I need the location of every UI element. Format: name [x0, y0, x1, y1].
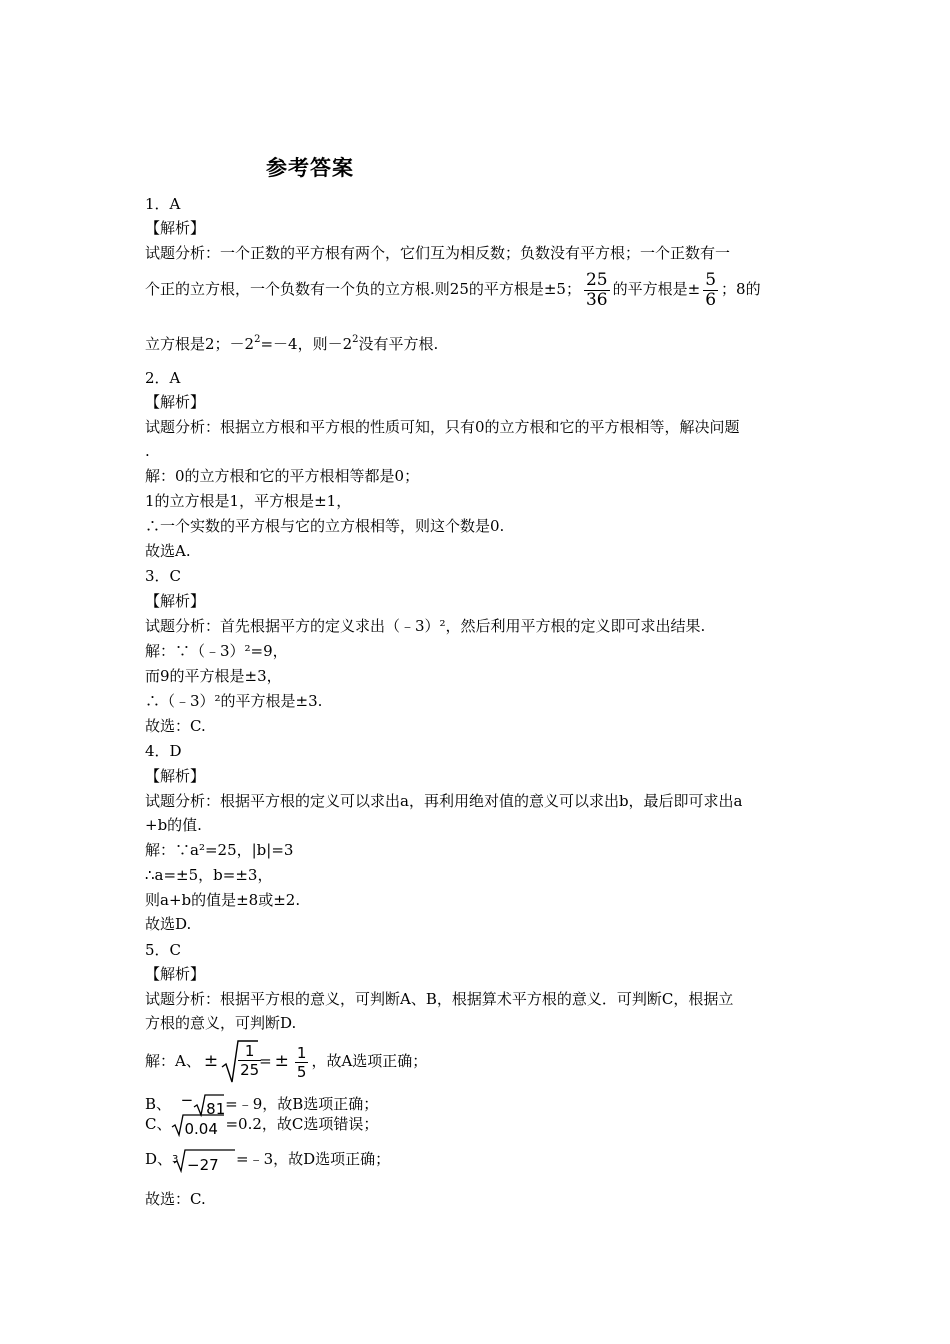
fraction-denominator: 25: [240, 1061, 260, 1079]
fraction-denominator: 36: [585, 289, 608, 310]
radicand: −27: [187, 1156, 219, 1174]
q1-line2-text-c: ；8的: [721, 280, 761, 298]
q4-line4: ∴a=±5，b=±3，: [145, 866, 273, 884]
q1-analysis-tag: 【解析】: [145, 219, 206, 237]
q5-option-a: [145, 1038, 427, 1084]
fraction-25-36: [584, 271, 610, 310]
q1-line2-text-b: 的平方根是±: [612, 280, 701, 298]
q5-option-c: [145, 1112, 378, 1137]
q2-number: 2．A: [145, 369, 181, 387]
exponent: 2: [352, 334, 359, 345]
page-title: 参考答案: [266, 156, 354, 180]
q2-line6: 故选A.: [145, 542, 191, 560]
plus-minus-sign: ±: [274, 1051, 289, 1071]
fraction-numerator: 25: [585, 269, 608, 290]
q5-answer: 故选：C.: [145, 1190, 206, 1208]
q4-number: 4．D: [145, 742, 182, 760]
q1-line3: [145, 330, 438, 354]
option-c-label: C、: [145, 1115, 172, 1133]
q5-option-d: [145, 1146, 390, 1173]
option-d-label: D、: [145, 1150, 173, 1168]
radicand: 0.04: [184, 1120, 218, 1138]
fraction-numerator: 5: [705, 269, 717, 290]
option-d-text: =﹣3，故D选项正确；: [236, 1150, 391, 1168]
fraction-5-6: [703, 271, 718, 310]
q4-line1: 试题分析：根据平方根的定义可以求出a，再利用绝对值的意义可以求出b，最后即可求出a: [145, 792, 743, 810]
fraction-denominator: 6: [705, 289, 717, 310]
minus-sign: −: [180, 1091, 194, 1109]
plus-minus-sign: ±: [203, 1051, 219, 1071]
fraction-numerator: 1: [296, 1043, 307, 1062]
fraction-numerator: 1: [238, 1042, 261, 1061]
q4-line6: 故选D.: [145, 915, 192, 933]
q4-line2: +b的值.: [145, 816, 202, 834]
q2-analysis-tag: 【解析】: [145, 393, 206, 411]
q2-line5: ∴一个实数的平方根与它的立方根相等，则这个数是0.: [145, 517, 505, 535]
q3-analysis-tag: 【解析】: [145, 592, 206, 610]
q1-line2: [145, 268, 761, 310]
q3-line3: 而9的平方根是±3，: [145, 667, 282, 685]
q4-line5: 则a+b的值是±8或±2.: [145, 891, 301, 909]
q5-number: 5．C: [145, 941, 182, 959]
option-a-text: ，故A选项正确；: [311, 1052, 428, 1070]
q4-line3: 解：∵a²=25，|b|=3: [145, 841, 294, 859]
q3-line1: 试题分析：首先根据平方的定义求出（﹣3）²，然后利用平方根的定义即可求出结果.: [145, 617, 706, 635]
exponent: 2: [254, 334, 261, 345]
q5-line2: 方根的意义，可判断D.: [145, 1014, 297, 1032]
root-index: 3: [172, 1154, 179, 1165]
q3-number: 3．C: [145, 567, 182, 585]
q1-line3-text-c: 没有平方根.: [358, 335, 439, 353]
option-b-label: B、: [145, 1095, 172, 1113]
q3-line2: 解：∵（﹣3）²=9，: [145, 642, 288, 660]
option-a-label: 解：A、: [145, 1052, 201, 1070]
q3-line4: ∴（﹣3）²的平方根是±3.: [145, 692, 323, 710]
q4-analysis-tag: 【解析】: [145, 767, 206, 785]
q1-number: 1．A: [145, 195, 181, 213]
q2-line2: .: [145, 442, 150, 460]
option-b-text: =﹣9，故B选项正确；: [225, 1095, 379, 1113]
q3-line5: 故选：C.: [145, 717, 206, 735]
sqrt-0-04: [171, 1113, 225, 1137]
q1-line3-text-b: =－4，则－2: [260, 335, 353, 353]
equals-sign: =: [259, 1052, 272, 1070]
q1-line1: 试题分析：一个正数的平方根有两个，它们互为相反数；负数没有平方根；一个正数有一: [145, 244, 731, 262]
fraction-denominator: 5: [296, 1062, 307, 1081]
option-c-text: =0.2，故C选项错误；: [225, 1115, 379, 1133]
fraction-1-5: [295, 1044, 309, 1081]
sqrt-one-over-25: [221, 1039, 259, 1085]
q5-analysis-tag: 【解析】: [145, 965, 206, 983]
q1-line3-text-a: 立方根是2；－2: [145, 335, 255, 353]
q1-line2-text-a: 个正的立方根，一个负数有一个负的立方根.则25的平方根是±5；: [145, 280, 581, 298]
q2-line3: 解：0的立方根和它的平方根相等都是0；: [145, 467, 420, 485]
q5-line1: 试题分析：根据平方根的意义，可判断A、B，根据算术平方根的意义．可判断C，根据立: [145, 990, 734, 1008]
radicand: 81: [206, 1100, 226, 1118]
radicand-fraction: [238, 1042, 261, 1079]
q2-line4: 1的立方根是1，平方根是±1，: [145, 492, 352, 510]
q2-line1: 试题分析：根据立方根和平方根的性质可知，只有0的立方根和它的平方根相等，解决问题: [145, 418, 740, 436]
cube-root-minus-27: [172, 1147, 236, 1173]
